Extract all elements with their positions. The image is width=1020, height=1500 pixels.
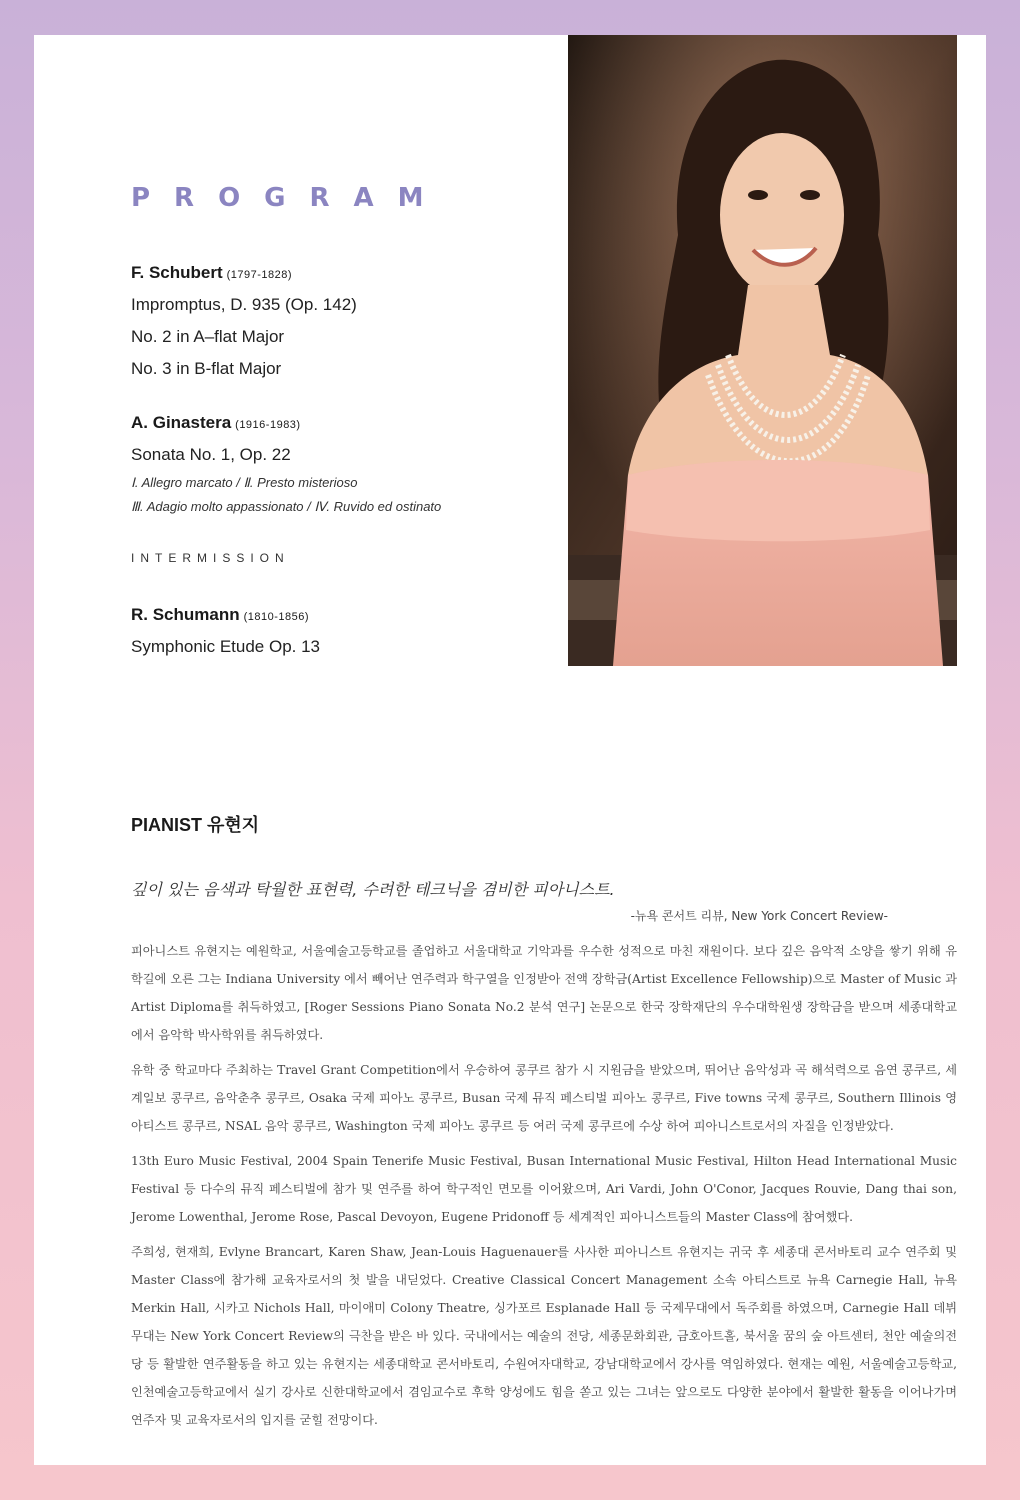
composer-years: (1810-1856)	[243, 611, 310, 623]
program-piece-schubert	[131, 263, 551, 385]
composer-years: (1916-1983)	[235, 419, 301, 431]
intermission-label: INTERMISSION	[131, 551, 290, 565]
composer-years: (1797-1828)	[226, 269, 293, 281]
program-card	[34, 35, 986, 1465]
program-piece-schumann	[131, 605, 551, 663]
pianist-heading: PIANIST 유현지	[131, 815, 260, 835]
composer-label: A. Ginastera	[131, 413, 232, 432]
composer-name	[131, 263, 551, 283]
work-title: Impromptus, D. 935 (Op. 142)	[131, 295, 357, 314]
bio-paragraph: 유학 중 학교마다 주최하는 Travel Grant Competition에서 우승하여 콩쿠르 참가 시 지원금을 받았으며, 뛰어난 음악성과 곡 해석력으로 음연 콩쿠르, 세계일보 콩쿠르, 음악춘추 콩쿠르, Osaka 국제 피아노 콩쿠르, Busan 국제 뮤직 페스티벌 피아노 콩쿠르, Five towns 국제 콩쿠르, Southern Illinois 영 아티스트 콩쿠르, NSAL 음악 콩쿠르, Washington 국제 피아노 콩쿠르 등 여러 국제 콩쿠르에 수상 하여 피아니스트로서의 자질을 인정받았다.	[131, 1063, 957, 1133]
work-title: Symphonic Etude Op. 13	[131, 637, 321, 656]
bio-paragraph: 주희성, 현재희, Evlyne Brancart, Karen Shaw, Jean-Louis Haguenauer를 사사한 피아니스트 유현지는 귀국 후 세종대 콘서바토리 교수 연주회 및 Master Class에 참가해 교육자로서의 첫 발을 내딛었다. Creative Classical Concert Management 소속 아티스트로 뉴욕 Carnegie Hall, 뉴욕 Merkin Hall, 시카고 Nichols Hall, 마이애미 Colony Theatre, 싱가포르 Esplanade Hall 등 국제무대에서 독주회를 하였으며, Carnegie Hall 데뷔 무대는 New York Concert Review의 극찬을 받은 바 있다. 국내에서는 예술의 전당, 세종문화회관, 금호아트홀, 북서울 꿈의 숲 아트센터, 천안 예술의전당 등 활발한 연주활동을 하고 있는 유현지는 세종대학교 콘서바토리, 수원여자대학교, 강남대학교에서 강사를 역임하였다. 현재는 예원, 서울예술고등학교, 인천예술고등학교에서 실기 강사로 신한대학교에서 겸임교수로 후학 양성에도 힘을 쏟고 있는 그녀는 앞으로도 다양한 분야에서 활발한 활동을 이어나가며 연주자 및 교육자로서의 입지를 굳힐 전망이다.	[131, 1245, 957, 1427]
program-piece-ginastera	[131, 413, 551, 519]
composer-label: F. Schubert	[131, 263, 223, 282]
bio-paragraph: 피아니스트 유현지는 예원학교, 서울예술고등학교를 졸업하고 서울대학교 기악과를 우수한 성적으로 마친 재원이다. 보다 깊은 음악적 소양을 쌓기 위해 유학길에 오른 그는 Indiana University 에서 빼어난 연주력과 학구열을 인정받아 전액 장학금(Artist Excellence Fellowship)으로 Master of Music 과 Artist Diploma를 취득하였고, [Roger Sessions Piano Sonata No.2 분석 연구] 논문으로 한국 장학재단의 우수대학원생 장학금을 받으며 세종대학교에서 음악학 박사학위를 취득하였다.	[131, 944, 957, 1042]
bio-paragraph: 13th Euro Music Festival, 2004 Spain Tenerife Music Festival, Busan International Music Festival, Hilton Head International Music Festival 등 다수의 뮤직 페스티벌에 참가 및 연주를 하여 학구적인 면모를 이어왔으며, Ari Vardi, John O'Conor, Jacques Rouvie, Dang thai son, Jerome Lowenthal, Jerome Rose, Pascal Devoyon, Eugene Pridonoff 등 세계적인 피아니스트들의 Master Class에 참여했다.	[131, 1154, 957, 1224]
movement-list: Ⅰ. Allegro marcato / Ⅱ. Presto misterioso	[131, 475, 358, 490]
work-title: Sonata No. 1, Op. 22	[131, 445, 291, 464]
movement-list: Ⅲ. Adagio molto appassionato / Ⅳ. Ruvido ed ostinato	[131, 499, 442, 514]
composer-name	[131, 605, 551, 625]
program-title: PROGRAM	[131, 183, 448, 213]
review-source: -뉴욕 콘서트 리뷰, New York Concert Review-	[630, 909, 888, 923]
review-quote: 깊이 있는 음색과 탁월한 표현력, 수려한 테크닉을 겸비한 피아니스트.	[131, 880, 615, 899]
work-title: No. 2 in A–flat Major	[131, 327, 285, 346]
program-list	[131, 263, 551, 685]
work-title: No. 3 in B-flat Major	[131, 359, 282, 378]
composer-label: R. Schumann	[131, 605, 240, 624]
pianist-biography	[131, 937, 957, 1441]
pianist-portrait-photo	[568, 35, 957, 666]
composer-name	[131, 413, 551, 433]
